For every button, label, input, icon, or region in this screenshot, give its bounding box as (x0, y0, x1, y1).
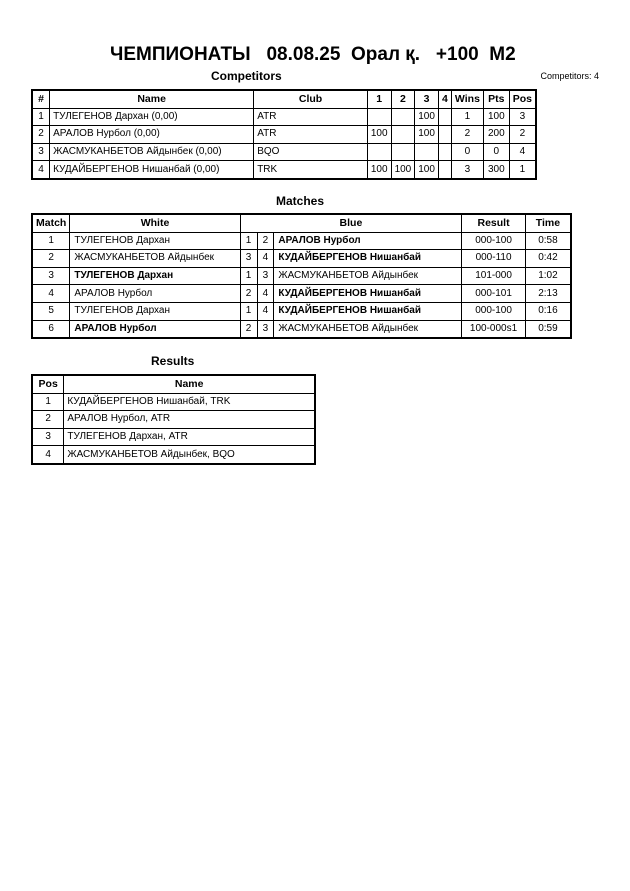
score-1: 100 (367, 126, 391, 144)
score-1 (367, 108, 391, 126)
table-row (32, 267, 571, 285)
table-row (32, 161, 536, 179)
match-result: 100-000s1 (462, 320, 526, 338)
table-row (32, 250, 571, 268)
col-result: Result (462, 214, 526, 232)
blue-number: 4 (257, 285, 274, 303)
result-name: АРАЛОВ Нурбол, ATR (64, 411, 315, 429)
blue-number: 2 (257, 232, 274, 250)
competitor-club: ATR (254, 108, 368, 126)
table-row (32, 428, 315, 446)
matches-table (31, 213, 572, 339)
white-competitor: АРАЛОВ Нурбол (70, 285, 240, 303)
match-time: 0:59 (525, 320, 571, 338)
score-4 (438, 108, 451, 126)
score-4 (438, 161, 451, 179)
competitor-club: TRK (254, 161, 368, 179)
white-number: 3 (240, 250, 257, 268)
competitors-heading: Competitors (211, 69, 282, 83)
result-name: ЖАСМУКАНБЕТОВ Айдынбек, BQO (64, 446, 315, 464)
table-row (32, 320, 571, 338)
white-number: 2 (240, 320, 257, 338)
match-number: 1 (32, 232, 70, 250)
competitors-count: Competitors: 4 (540, 71, 599, 81)
results-table (31, 374, 316, 465)
score-2 (391, 143, 415, 161)
result-name: ТУЛЕГЕНОВ Дархан, ATR (64, 428, 315, 446)
white-competitor: ТУЛЕГЕНОВ Дархан (70, 302, 240, 320)
competitor-name: КУДАЙБЕРГЕНОВ Нишанбай (0,00) (50, 161, 254, 179)
pos: 1 (509, 161, 536, 179)
score-2: 100 (391, 161, 415, 179)
blue-number: 4 (257, 302, 274, 320)
white-competitor: ТУЛЕГЕНОВ Дархан (70, 267, 240, 285)
result-pos: 2 (32, 411, 64, 429)
col-name: Name (64, 375, 315, 393)
pts: 0 (483, 143, 509, 161)
match-number: 2 (32, 250, 70, 268)
pts: 200 (483, 126, 509, 144)
result-pos: 4 (32, 446, 64, 464)
match-number: 5 (32, 302, 70, 320)
table-row (32, 446, 315, 464)
wins: 1 (451, 108, 483, 126)
match-number: 4 (32, 285, 70, 303)
blue-number: 3 (257, 320, 274, 338)
competitor-club: BQO (254, 143, 368, 161)
col-name: Name (50, 90, 254, 108)
blue-competitor: АРАЛОВ Нурбол (274, 232, 462, 250)
matches-heading: Matches (276, 194, 325, 208)
row-num: 1 (32, 108, 50, 126)
white-competitor: ЖАСМУКАНБЕТОВ Айдынбек (70, 250, 240, 268)
blue-competitor: ЖАСМУКАНБЕТОВ Айдынбек (274, 267, 462, 285)
col-blue: Blue (240, 214, 462, 232)
results-heading: Results (151, 354, 195, 368)
results-header-row (32, 375, 315, 393)
match-result: 000-110 (462, 250, 526, 268)
table-row (32, 393, 315, 411)
wins: 3 (451, 161, 483, 179)
wins: 0 (451, 143, 483, 161)
score-3: 100 (415, 161, 439, 179)
row-num: 2 (32, 126, 50, 144)
score-4 (438, 143, 451, 161)
table-row (32, 126, 536, 144)
result-pos: 1 (32, 393, 64, 411)
score-3 (415, 143, 439, 161)
match-time: 0:16 (525, 302, 571, 320)
competitors-table (31, 89, 537, 180)
blue-number: 4 (257, 250, 274, 268)
score-1 (367, 143, 391, 161)
competitor-club: ATR (254, 126, 368, 144)
row-num: 3 (32, 143, 50, 161)
col-2: 2 (391, 90, 415, 108)
match-number: 3 (32, 267, 70, 285)
col-wins: Wins (451, 90, 483, 108)
col-1: 1 (367, 90, 391, 108)
pos: 2 (509, 126, 536, 144)
row-num: 4 (32, 161, 50, 179)
match-time: 0:58 (525, 232, 571, 250)
match-time: 1:02 (525, 267, 571, 285)
blue-competitor: ЖАСМУКАНБЕТОВ Айдынбек (274, 320, 462, 338)
col-time: Time (525, 214, 571, 232)
table-row (32, 108, 536, 126)
white-competitor: АРАЛОВ Нурбол (70, 320, 240, 338)
match-time: 2:13 (525, 285, 571, 303)
col-club: Club (254, 90, 368, 108)
competitors-header-row (32, 90, 536, 108)
blue-competitor: КУДАЙБЕРГЕНОВ Нишанбай (274, 285, 462, 303)
col-match: Match (32, 214, 70, 232)
pos: 3 (509, 108, 536, 126)
match-result: 000-100 (462, 232, 526, 250)
score-3: 100 (415, 126, 439, 144)
table-row (32, 232, 571, 250)
score-3: 100 (415, 108, 439, 126)
blue-competitor: КУДАЙБЕРГЕНОВ Нишанбай (274, 302, 462, 320)
table-row (32, 411, 315, 429)
col-pos: Pos (32, 375, 64, 393)
pts: 100 (483, 108, 509, 126)
wins: 2 (451, 126, 483, 144)
col-pts: Pts (483, 90, 509, 108)
competitor-name: АРАЛОВ Нурбол (0,00) (50, 126, 254, 144)
white-number: 1 (240, 302, 257, 320)
score-4 (438, 126, 451, 144)
white-number: 1 (240, 267, 257, 285)
score-2 (391, 126, 415, 144)
col-pos: Pos (509, 90, 536, 108)
score-1: 100 (367, 161, 391, 179)
match-result: 000-101 (462, 285, 526, 303)
blue-competitor: КУДАЙБЕРГЕНОВ Нишанбай (274, 250, 462, 268)
table-row (32, 302, 571, 320)
match-result: 101-000 (462, 267, 526, 285)
white-competitor: ТУЛЕГЕНОВ Дархан (70, 232, 240, 250)
score-2 (391, 108, 415, 126)
matches-header-row (32, 214, 571, 232)
pts: 300 (483, 161, 509, 179)
white-number: 2 (240, 285, 257, 303)
page-title: ЧЕМПИОНАТЫ 08.08.25 Орал қ. +100 M2 (110, 44, 516, 65)
col-4: 4 (438, 90, 451, 108)
match-number: 6 (32, 320, 70, 338)
table-row (32, 285, 571, 303)
competitor-name: ТУЛЕГЕНОВ Дархан (0,00) (50, 108, 254, 126)
result-pos: 3 (32, 428, 64, 446)
result-name: КУДАЙБЕРГЕНОВ Нишанбай, TRK (64, 393, 315, 411)
match-result: 000-100 (462, 302, 526, 320)
white-number: 1 (240, 232, 257, 250)
match-time: 0:42 (525, 250, 571, 268)
blue-number: 3 (257, 267, 274, 285)
col-white: White (70, 214, 240, 232)
table-row (32, 143, 536, 161)
col-num: # (32, 90, 50, 108)
competitor-name: ЖАСМУКАНБЕТОВ Айдынбек (0,00) (50, 143, 254, 161)
pos: 4 (509, 143, 536, 161)
col-3: 3 (415, 90, 439, 108)
